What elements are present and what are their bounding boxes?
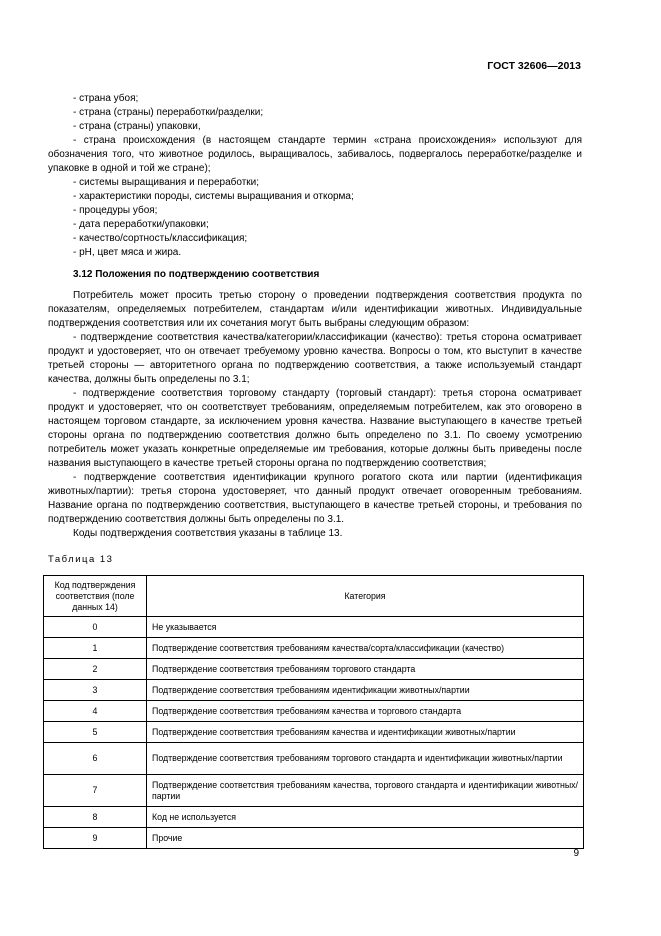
code-cell: 5 — [44, 722, 147, 743]
list-item: - страна происхождения (в настоящем стандарте термин «страна происхождения» используют для обозначения того, что животное родилось, выращивалось, забивалось, подвергалось переработке/разделке и упаковке в одной и той же стране); — [48, 135, 582, 174]
list-item: - страна убоя; — [73, 93, 139, 104]
table-row — [44, 638, 584, 659]
table-row — [44, 775, 584, 807]
category-cell: Подтверждение соответствия требованиям торгового стандарта — [147, 659, 584, 680]
code-cell: 0 — [44, 617, 147, 638]
section-heading: 3.12 Положения по подтверждению соответствия — [73, 269, 320, 280]
list-item: - страна (страны) упаковки, — [73, 121, 201, 132]
paragraph: Коды подтверждения соответствия указаны в таблице 13. — [73, 528, 343, 539]
code-cell: 8 — [44, 807, 147, 828]
category-cell: Подтверждение соответствия требованиям качества, торгового стандарта и идентификации животных/партии — [147, 775, 584, 807]
paragraph: - подтверждение соответствия качества/категории/классификации (качество): третья сторона осматривает продукт и удостоверяет, что он отвечает требуемому уровню качества. Вопросы о том, кто выступит в качестве третьей стороны — авторитетного органа по подтверждению соответствия, а также используемый стандарт качества, должны быть определены по 3.1; — [48, 332, 582, 385]
certification-codes-table — [43, 575, 584, 849]
list-item: - дата переработки/упаковки; — [73, 219, 209, 230]
table-row — [44, 828, 584, 849]
code-cell: 7 — [44, 775, 147, 807]
category-cell: Подтверждение соответствия требованиям идентификации животных/партии — [147, 680, 584, 701]
paragraph: - подтверждение соответствия идентификации крупного рогатого скота или партии (идентификация животных/партии): третья сторона удостоверяет, что данный продукт отвечает оговоренным требованиям. Название органа по подтверждению соответствия, выступающего в качестве третьей стороны, и требования по подтверждению соответствия должны быть определены по 3.1. — [48, 472, 582, 525]
table-row — [44, 722, 584, 743]
table-row — [44, 617, 584, 638]
paragraph: Потребитель может просить третью сторону о проведении подтверждения соответствия продукта по показателям, определяемых потребителем, стандартам и/или идентификации животных. Индивидуальные подтверждения соответствия или их сочетания могут быть выбраны следующим образом: — [48, 290, 582, 329]
category-cell: Подтверждение соответствия требованиям качества/сорта/классификации (качество) — [147, 638, 584, 659]
list-item: - системы выращивания и переработки; — [73, 177, 260, 188]
code-cell: 4 — [44, 701, 147, 722]
category-cell: Подтверждение соответствия требованиям качества и торгового стандарта — [147, 701, 584, 722]
category-cell: Код не используется — [147, 807, 584, 828]
category-cell: Подтверждение соответствия требованиям качества и идентификации животных/партии — [147, 722, 584, 743]
list-item: - процедуры убоя; — [73, 205, 158, 216]
code-cell: 2 — [44, 659, 147, 680]
table-row — [44, 743, 584, 775]
category-cell: Подтверждение соответствия требованиям торгового стандарта и идентификации животных/партии — [147, 743, 584, 775]
document-body — [48, 92, 582, 541]
category-cell: Не указывается — [147, 617, 584, 638]
category-cell: Прочие — [147, 828, 584, 849]
table-row — [44, 701, 584, 722]
table-header-row — [44, 576, 584, 617]
column-header-category: Категория — [147, 576, 584, 617]
paragraph: - подтверждение соответствия торговому стандарту (торговый стандарт): третья сторона осматривает продукт и удостоверяет, что он соответствует требованиям, определяемым потребителем, как это оговорено в настоящем торговом стандарте, за исключением уровня качества. Название выступающего в качестве третьей стороны органа по подтверждению соответствия должно быть определено по 3.1. По своему усмотрению потребитель может указать конкретные определяемые им требования, которые должны быть приведены после названия выступающего в качестве третьей стороны органа по подтверждению соответствия; — [48, 388, 582, 469]
list-item: - pH, цвет мяса и жира. — [73, 247, 182, 258]
standard-header: ГОСТ 32606—2013 — [487, 60, 581, 72]
table-row — [44, 807, 584, 828]
list-item: - страна (страны) переработки/разделки; — [73, 107, 264, 118]
list-item: - характеристики породы, системы выращивания и откорма; — [73, 191, 354, 202]
table-row — [44, 659, 584, 680]
code-cell: 1 — [44, 638, 147, 659]
code-cell: 6 — [44, 743, 147, 775]
code-cell: 9 — [44, 828, 147, 849]
table-row — [44, 680, 584, 701]
code-cell: 3 — [44, 680, 147, 701]
page-number: 9 — [573, 848, 579, 859]
list-item: - качество/сортность/классификация; — [73, 233, 248, 244]
table-caption: Таблица 13 — [48, 554, 114, 565]
column-header-code: Код подтверждения соответствия (поле данных 14) — [44, 576, 147, 617]
